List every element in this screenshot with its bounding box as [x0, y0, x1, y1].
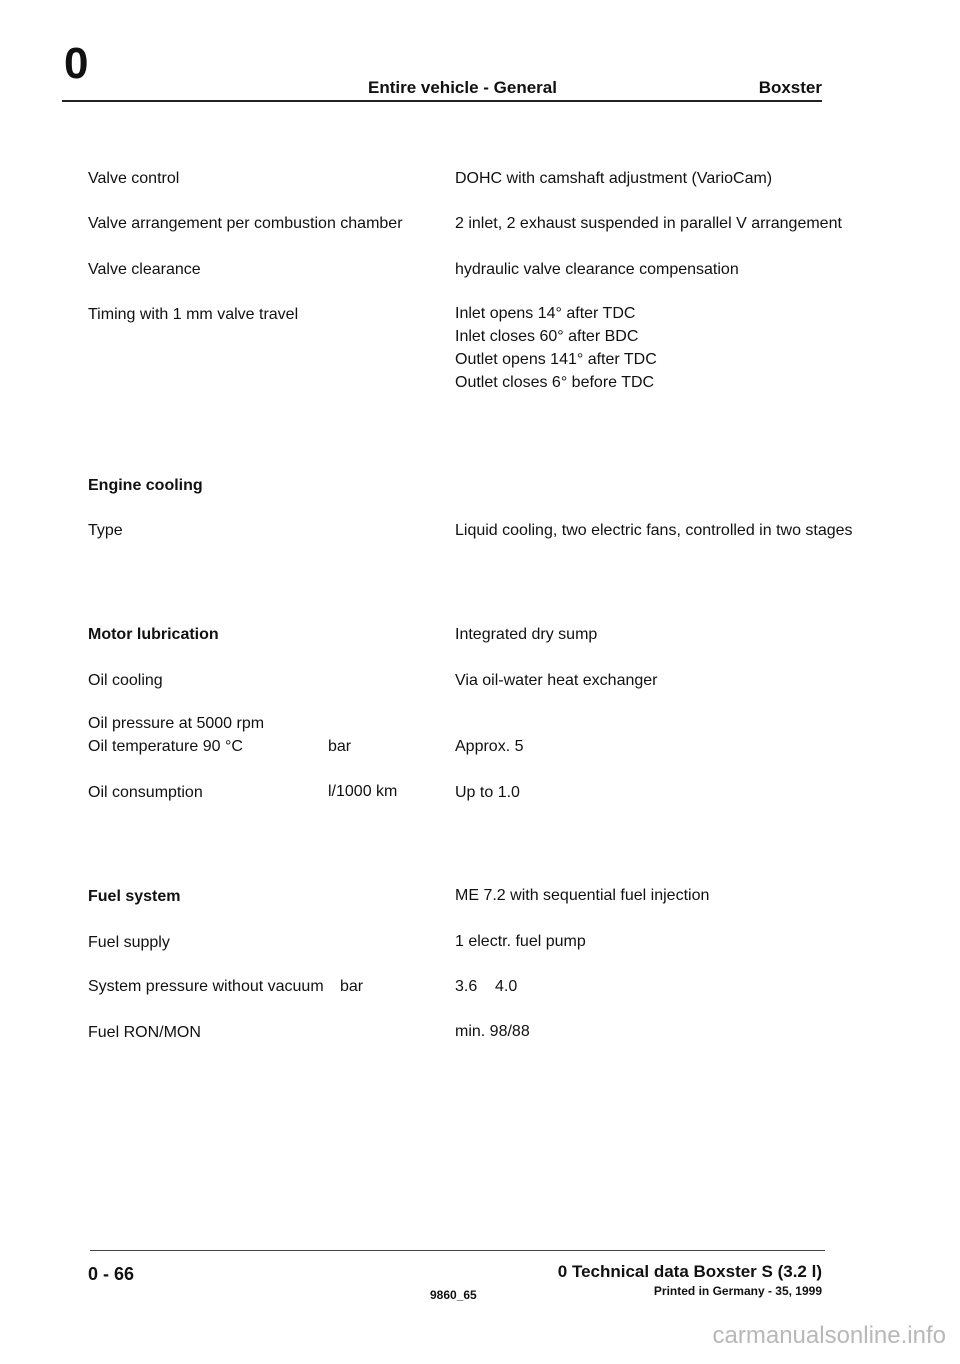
system-pressure-label: System pressure without vacuum	[88, 978, 324, 995]
page-number: 0 - 66	[88, 1264, 135, 1284]
page-title: Entire vehicle - General	[368, 78, 557, 97]
engine-cooling-heading: Engine cooling	[88, 477, 203, 494]
section-number: 0	[64, 39, 89, 88]
motor-lubrication-value: Integrated dry sump	[455, 626, 598, 643]
valve-arrangement-value: 2 inlet, 2 exhaust suspended in parallel V arrangement	[455, 215, 842, 232]
timing-value-1: Inlet opens 14° after TDC	[455, 305, 636, 322]
fuel-system-value: ME 7.2 with sequential fuel injection	[455, 887, 710, 904]
timing-label: Timing with 1 mm valve travel	[88, 306, 299, 323]
oil-cooling-value: Via oil-water heat exchanger	[455, 672, 658, 689]
watermark: carmanualsonline.info	[712, 1322, 946, 1349]
fuel-system-heading: Fuel system	[88, 888, 181, 905]
fuel-supply-value: 1 electr. fuel pump	[455, 933, 586, 950]
valve-control-value: DOHC with camshaft adjustment (VarioCam)	[455, 170, 773, 187]
footer-doc-title: 0 Technical data Boxster S (3.2 l)	[557, 1262, 822, 1281]
fuel-supply-label: Fuel supply	[88, 934, 170, 951]
timing-value-3: Outlet opens 141° after TDC	[455, 351, 657, 368]
oil-cooling-label: Oil cooling	[88, 672, 163, 689]
oil-temperature-label: Oil temperature 90 °C	[88, 738, 243, 755]
timing-value-4: Outlet closes 6° before TDC	[455, 374, 655, 391]
timing-value-2: Inlet closes 60° after BDC	[455, 328, 639, 345]
valve-clearance-value: hydraulic valve clearance compensation	[455, 261, 739, 278]
valve-arrangement-label: Valve arrangement per combustion chamber	[88, 215, 403, 232]
fuel-ron-label: Fuel RON/MON	[88, 1024, 201, 1041]
oil-pressure-unit: bar	[328, 738, 352, 755]
fuel-ron-value: min. 98/88	[455, 1023, 530, 1040]
model-name: Boxster	[758, 78, 822, 97]
footer-printed: Printed in Germany - 35, 1999	[653, 1284, 822, 1298]
oil-pressure-value: Approx. 5	[455, 738, 524, 755]
oil-consumption-label: Oil consumption	[88, 784, 203, 801]
footer-rule	[90, 1250, 825, 1251]
cooling-type-label: Type	[88, 522, 123, 539]
valve-control-label: Valve control	[88, 170, 180, 187]
oil-pressure-label: Oil pressure at 5000 rpm	[88, 715, 265, 732]
system-pressure-unit: bar	[340, 978, 364, 995]
cooling-type-value: Liquid cooling, two electric fans, controlled in two stages	[455, 522, 853, 539]
oil-consumption-value: Up to 1.0	[455, 784, 520, 801]
footer-code: 9860_65	[430, 1288, 477, 1302]
motor-lubrication-heading: Motor lubrication	[88, 626, 219, 643]
system-pressure-value: 3.6 4.0	[455, 978, 518, 995]
header-rule	[62, 100, 822, 102]
valve-clearance-label: Valve clearance	[88, 261, 201, 278]
oil-consumption-unit: l/1000 km	[328, 783, 398, 800]
